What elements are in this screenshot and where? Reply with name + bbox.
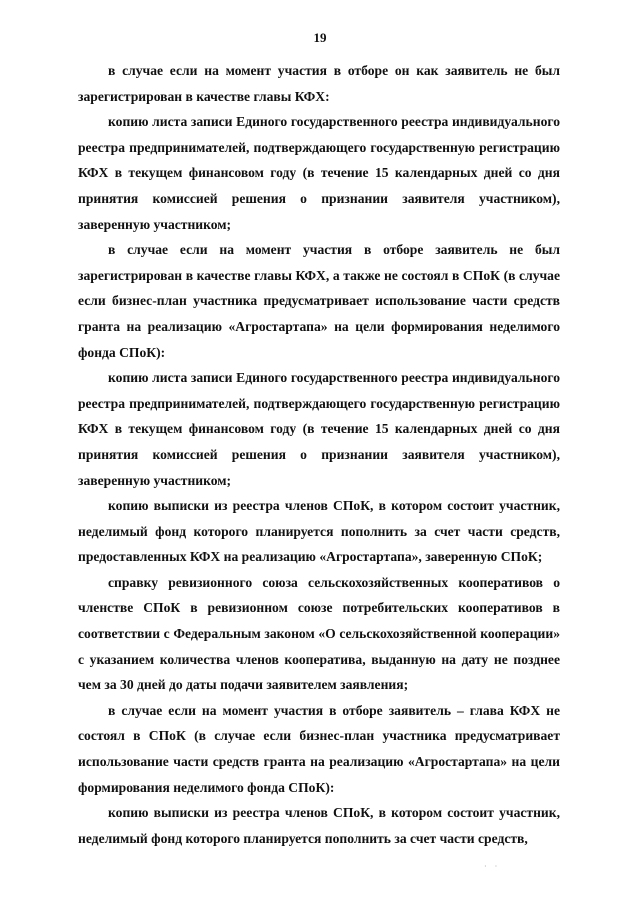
paragraph: в случае если на момент участия в отборе он как заявитель не был зарегистрирован в качестве главы КФХ: — [78, 63, 560, 104]
paragraph: в случае если на момент участия в отборе заявитель – глава КФХ не состоял в СПоК (в случае если бизнес-план участника предусматривает использование части средств гранта на реализацию «Агростартапа» на цели формирования неделимого фонда СПоК): — [78, 702, 560, 795]
paragraph: копию выписки из реестра членов СПоК, в котором состоит участник, неделимый фонд которого планируется пополнить за счет части средств, — [78, 805, 560, 846]
scan-artifact — [484, 862, 508, 866]
paragraph: копию выписки из реестра членов СПоК, в котором состоит участник, неделимый фонд которого планируется пополнить за счет части средств, предоставленных КФХ на реализацию «Агростартапа», заверенную СПоК; — [78, 498, 560, 565]
paragraph: копию листа записи Единого государственного реестра индивидуального реестра предпринимателей, подтверждающего государственную регистрацию КФХ в текущем финансовом году (в течение 15 календарных дней со дня принятия комиссией решения о признании заявителя участником), заверенную участником; — [78, 370, 560, 488]
paragraph: справку ревизионного союза сельскохозяйственных кооперативов о членстве СПоК в ревизионном союзе потребительских кооперативов в соответствии с Федеральным законом «О сельскохозяйственной кооперации» с указанием количества членов кооператива, выданную на дату не позднее чем за 30 дней до даты подачи заявителем заявления; — [78, 574, 560, 693]
paragraph: в случае если на момент участия в отборе заявитель не был зарегистрирован в качестве главы КФХ, а также не состоял в СПоК (в случае если бизнес-план участника предусматривает использование части средств гранта на реализацию «Агростартапа» на цели формирования неделимого фонда СПоК): — [78, 242, 560, 360]
paragraph: копию листа записи Единого государственного реестра индивидуального реестра предпринимателей, подтверждающего государственную регистрацию КФХ в текущем финансовом году (в течение 15 календарных дней со дня принятия комиссией решения о признании заявителя участником), заверенную участником; — [78, 114, 560, 232]
document-body — [78, 58, 560, 851]
page-number: 19 — [313, 30, 327, 45]
